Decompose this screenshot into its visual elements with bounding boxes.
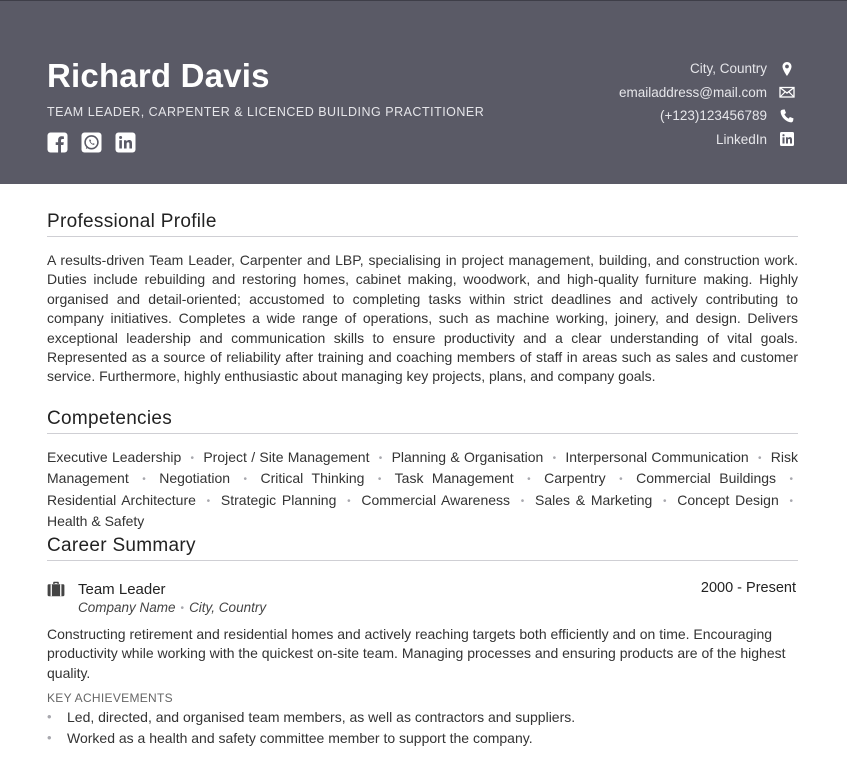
competency-item: Health & Safety [47,513,145,530]
profile-text: A results-driven Team Leader, Carpenter and LBP, specialising in project management, building, and construction work. Duties include rebuilding and restoring homes, cabinet making, woodwork, and high-quality furniture making. Highly organised and detail-oriented; accustomed to completing tasks within strict deadlines and actively contributing to company initiatives. Completes a wide range of operations, such as machine working, joinery, and design. Delivers exceptional leadership and communication skills to ensure productivity and a clear understanding of vital goals. Represented as a source of reliability after training and coaching members of staff in areas such as sales and customer service. Furthermore, highly enthusiastic about managing key projects, plans, and company goals. [47,252,798,385]
candidate-name: Richard Davis [47,57,270,94]
contact-location-text: City, Country [689,61,767,77]
phone-icon [779,108,795,124]
competency-item: Concept Design [677,491,779,508]
job-header [47,579,798,599]
separator-dot: • [663,495,667,507]
job-title: Team Leader [78,580,166,598]
separator-dot: • [527,474,531,486]
job-company-line [78,600,798,615]
job-entry [47,579,798,748]
competencies-list [47,448,798,532]
achievements-list [47,707,798,748]
contact-phone-text[interactable]: (+123)123456789 [660,108,767,124]
separator-dot: • [757,453,762,464]
competency-item: Critical Thinking [260,470,365,487]
envelope-icon [779,84,795,100]
competency-item: Commercial Buildings [636,470,777,487]
competency-item: Task Management [394,470,514,487]
achievement-text: Led, directed, and organised team members, as well as contractors and suppliers. [67,709,576,726]
contact-list [495,57,795,151]
career-title: Career Summary [47,535,798,561]
competency-item: Executive Leadership [47,449,182,465]
job-description: Constructing retirement and residential homes and actively reaching targets both efficiently and on time. Encouraging productivity while working with the quickest on-site team. Managing processes and ensuring products are of the highest quality. [47,626,786,681]
achievement-item [47,728,798,749]
separator-dot: • [520,495,525,507]
linkedin-icon[interactable] [115,132,136,153]
separator-dot: • [190,453,195,464]
competency-item: Residential Architecture [47,491,196,508]
competency-item: Project / Site Management [203,449,370,465]
linkedin-icon [779,131,795,147]
contact-email [495,81,795,105]
career-section [47,535,798,748]
separator-dot: • [243,474,248,486]
competencies-title: Competencies [47,408,798,434]
competency-item: Planning & Organisation [391,449,544,465]
separator-dot: • [789,474,794,486]
achievement-text: Worked as a health and safety committee member to support the company. [67,729,533,746]
competency-item: Strategic Planning [220,491,337,508]
separator-dot: • [180,603,185,614]
location-pin-icon [779,61,795,77]
competency-item: Risk Management [47,449,798,487]
whatsapp-icon[interactable] [81,132,102,153]
separator-dot: • [552,453,557,464]
contact-location [495,57,795,81]
separator-dot: • [142,474,146,486]
achievement-item [47,707,798,728]
competency-item: Interpersonal Communication [565,449,749,465]
contact-linkedin [495,128,795,152]
contact-linkedin-text[interactable]: LinkedIn [715,131,767,147]
separator-dot: • [378,453,383,464]
job-company: Company Name [78,600,176,615]
contact-email-text[interactable]: emailaddress@mail.com [619,84,767,100]
competency-item: Sales & Marketing [535,491,653,508]
separator-dot: • [206,495,211,507]
competency-item: Negotiation [159,470,231,487]
bullet-icon: • [47,729,52,745]
profile-title: Professional Profile [47,211,798,237]
achievements-label: KEY ACHIEVEMENTS [47,691,173,706]
bullet-icon: • [47,709,52,725]
candidate-headline: TEAM LEADER, CARPENTER & LICENCED BUILDING PRACTITIONER [47,105,485,119]
competency-item: Carpentry [544,470,606,487]
profile-section [47,211,798,387]
competency-item: Commercial Awareness [361,491,511,508]
social-links [47,132,136,153]
job-dates: 2000 - Present [700,580,796,596]
facebook-icon[interactable] [47,132,68,153]
job-location: City, Country [189,600,267,615]
separator-dot: • [619,474,623,486]
separator-dot: • [789,495,793,507]
separator-dot: • [377,474,382,486]
separator-dot: • [347,495,351,507]
briefcase-icon [47,581,65,597]
competencies-section [47,408,798,532]
resume-header [0,0,847,184]
contact-phone [495,104,795,128]
